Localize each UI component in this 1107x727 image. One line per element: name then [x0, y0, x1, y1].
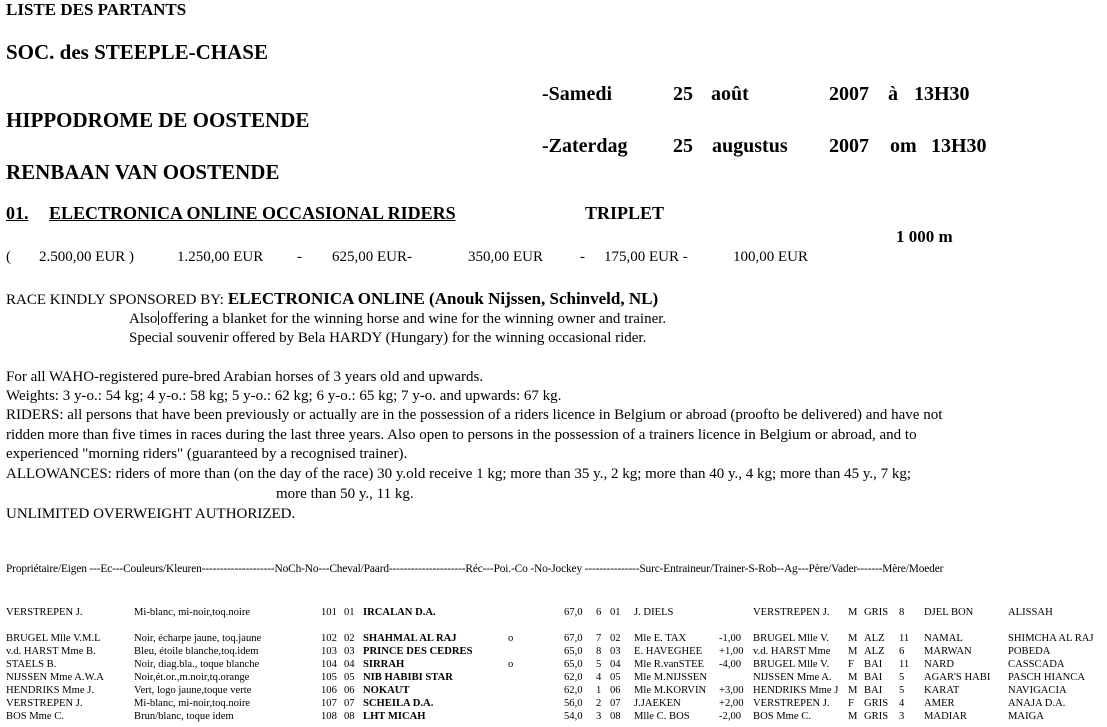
row-horse: IRCALAN D.A.	[363, 607, 436, 618]
row-co: 7	[596, 633, 602, 644]
date-fr-year: 2007	[829, 83, 869, 105]
row-age: 4	[899, 698, 905, 709]
table-row	[0, 606, 1107, 619]
condition-line: Weights: 3 y-o.: 54 kg; 4 y-o.: 58 kg; 5 y-o.: 62 kg; 6 y-o.: 65 kg; 7 y-o. and upwards: 67 kg.	[6, 388, 562, 404]
condition-line: ALLOWANCES: riders of more than (on the day of the race) 30 y.old receive 1 kg; more than 35 y., 2 kg; more than 40 y., 4 kg; more than 45 y., 7 kg;	[6, 466, 912, 482]
row-noch: 103	[321, 646, 337, 657]
row-coat: BAI	[864, 659, 883, 670]
row-co: 3	[596, 711, 602, 722]
row-co: 8	[596, 646, 602, 657]
row-dam: ALISSAH	[1008, 607, 1053, 618]
row-age: 6	[899, 646, 905, 657]
row-sex: F	[848, 698, 854, 709]
row-horse: SHAHMAL AL RAJ	[363, 633, 457, 644]
row-sex: M	[848, 633, 858, 644]
date-nl-year: 2007	[829, 135, 869, 157]
row-jockey: Mle R.vanSTEE	[634, 659, 705, 670]
row-coat: GRIS	[864, 698, 889, 709]
row-noch: 104	[321, 659, 337, 670]
sponsor-offer-line	[129, 311, 666, 328]
row-owner: BRUGEL Mlle V.M.L	[6, 633, 101, 644]
row-colours: Vert, logo jaune,toque verte	[134, 685, 252, 696]
prize-fifth: 175,00 EUR -	[604, 249, 688, 265]
date-fr-num: 25	[673, 83, 693, 105]
condition-line: ridden more than five times in races during the last three years. Also open to persons in the possession of a trainers licence in Belgium or abroad, and to	[6, 427, 917, 443]
row-sire: AGAR'S HABI	[924, 672, 991, 683]
row-weight: 67,0	[564, 607, 583, 618]
sponsor-name: ELECTRONICA ONLINE (Anouk Nijssen, Schinveld, NL)	[227, 289, 659, 308]
date-fr-month: août	[711, 83, 749, 105]
row-surcharge: -2,00	[719, 711, 742, 722]
row-horse: NOKAUT	[363, 685, 410, 696]
row-colours: Mi-blanc, mi-noir,toq.noire	[134, 698, 251, 709]
row-jockey-no: 07	[610, 698, 621, 709]
row-co: 2	[596, 698, 602, 709]
row-sire: MADIAR	[924, 711, 967, 722]
row-sex: M	[848, 672, 858, 683]
row-age: 3	[899, 711, 905, 722]
race-distance: 1 000 m	[896, 227, 953, 246]
society-name: SOC. des STEEPLE-CHASE	[6, 40, 268, 64]
date-nl-num: 25	[673, 135, 693, 157]
date-nl-month: augustus	[712, 135, 788, 157]
row-no: 08	[344, 711, 355, 722]
row-jockey-no: 04	[610, 659, 621, 670]
row-owner: VERSTREPEN J.	[6, 698, 83, 709]
row-horse: LHT MICAH	[363, 711, 426, 722]
row-noch: 102	[321, 633, 337, 644]
prize-open-paren: (	[6, 249, 11, 265]
hippodrome-fr: HIPPODROME DE OOSTENDE	[6, 108, 310, 132]
table-row	[0, 710, 1107, 723]
condition-line: UNLIMITED OVERWEIGHT AUTHORIZED.	[6, 506, 296, 522]
row-sex: F	[848, 659, 854, 670]
row-trainer: v.d. HARST Mme	[753, 646, 831, 657]
row-jockey: Mlle C. BOS	[634, 711, 690, 722]
row-age: 8	[899, 607, 905, 618]
row-sire: MARWAN	[924, 646, 972, 657]
row-jockey: J.JAEKEN	[634, 698, 681, 709]
row-owner: STAELS B.	[6, 659, 57, 670]
row-horse: NIB HABIBI STAR	[363, 672, 453, 683]
row-trainer: BRUGEL Mlle V.	[753, 633, 830, 644]
row-colours: Bleu, étoile blanche,toq.idem	[134, 646, 259, 657]
sponsor-prefix: RACE KINDLY SPONSORED BY:	[6, 292, 224, 308]
date-fr-day: -Samedi	[542, 83, 612, 105]
row-weight: 56,0	[564, 698, 583, 709]
row-coat: GRIS	[864, 607, 889, 618]
row-rec: o	[508, 633, 514, 644]
row-weight: 62,0	[564, 685, 583, 696]
table-row	[0, 684, 1107, 697]
hippodrome-nl: RENBAAN VAN OOSTENDE	[6, 160, 280, 184]
row-age: 11	[899, 633, 910, 644]
row-weight: 67,0	[564, 633, 583, 644]
row-dam: NAVIGACIA	[1008, 685, 1067, 696]
row-age: 5	[899, 672, 905, 683]
row-colours: Noir, écharpe jaune, toq.jaune	[134, 633, 262, 644]
row-trainer: HENDRIKS Mme J	[753, 685, 839, 696]
row-co: 1	[596, 685, 602, 696]
row-surcharge: -4,00	[719, 659, 742, 670]
row-dam: CASSCADA	[1008, 659, 1065, 670]
row-colours: Noir, diag.bla., toque blanche	[134, 659, 260, 670]
table-row	[0, 697, 1107, 710]
prize-fourth: 350,00 EUR	[468, 249, 543, 265]
prize-dash: -	[297, 249, 302, 265]
row-horse: SIRRAH	[363, 659, 405, 670]
row-colours: Noir,ét.or.,m.noir,tq.orange	[134, 672, 250, 683]
row-weight: 54,0	[564, 711, 583, 722]
prize-third: 625,00 EUR-	[332, 249, 412, 265]
row-surcharge: +2,00	[719, 698, 744, 709]
row-jockey-no: 02	[610, 633, 621, 644]
row-age: 5	[899, 685, 905, 696]
row-owner: VERSTREPEN J.	[6, 607, 83, 618]
row-noch: 107	[321, 698, 337, 709]
row-horse: PRINCE DES CEDRES	[363, 646, 473, 657]
prize-dash: -	[580, 249, 585, 265]
row-no: 07	[344, 698, 355, 709]
date-fr-time: 13H30	[914, 83, 970, 105]
date-nl-time: 13H30	[931, 135, 987, 157]
row-coat: ALZ	[864, 646, 885, 657]
row-jockey-no: 08	[610, 711, 621, 722]
row-sire: DJEL BON	[924, 607, 974, 618]
row-surcharge: +3,00	[719, 685, 744, 696]
row-horse: SCHEILA D.A.	[363, 698, 434, 709]
row-jockey-no: 06	[610, 685, 621, 696]
table-row	[0, 645, 1107, 658]
row-owner: NIJSSEN Mme A.W.A	[6, 672, 104, 683]
table-row	[0, 632, 1107, 645]
row-weight: 65,0	[564, 646, 583, 657]
row-owner: HENDRIKS Mme J.	[6, 685, 94, 696]
row-dam: ANAJA D.A.	[1008, 698, 1066, 709]
row-jockey: J. DIELS	[634, 607, 674, 618]
row-weight: 65,0	[564, 659, 583, 670]
prize-second: 1.250,00 EUR	[177, 249, 264, 265]
row-coat: BAI	[864, 685, 883, 696]
prize-first: 2.500,00 EUR )	[39, 249, 134, 265]
row-sire: KARAT	[924, 685, 960, 696]
row-jockey-no: 01	[610, 607, 621, 618]
row-rec: o	[508, 659, 514, 670]
list-title: LISTE DES PARTANTS	[6, 0, 187, 19]
bet-type: TRIPLET	[585, 203, 665, 223]
row-noch: 106	[321, 685, 337, 696]
row-no: 03	[344, 646, 355, 657]
row-jockey-no: 05	[610, 672, 621, 683]
row-owner: v.d. HARST Mme B.	[6, 646, 96, 657]
row-jockey: Mle E. TAX	[634, 633, 687, 644]
race-number: 01.	[6, 203, 29, 223]
row-trainer: NIJSSEN Mme A.	[753, 672, 832, 683]
row-no: 02	[344, 633, 355, 644]
row-owner: BOS Mme C.	[6, 711, 64, 722]
row-jockey: Mle M.KORVIN	[634, 685, 707, 696]
row-sire: AMER	[924, 698, 955, 709]
row-dam: MAIGA	[1008, 711, 1044, 722]
table-header: Propriétaire/Eigen ---Ec---Couleurs/Kleuren--------------------NoCh-No---Cheval/Paard---------------------Réc---Poi.-Co -No-Jockey ---------------Surc-Entraineur/Trainer-S-Rob--Ag---Père/Vader-------Mère/Moeder	[6, 563, 944, 575]
row-jockey: E. HAVEGHEE	[634, 646, 703, 657]
row-no: 06	[344, 685, 355, 696]
row-coat: BAI	[864, 672, 883, 683]
row-noch: 105	[321, 672, 337, 683]
sponsor-line	[6, 289, 658, 309]
row-co: 6	[596, 607, 602, 618]
row-trainer: BRUGEL Mlle V.	[753, 659, 830, 670]
row-sire: NAMAL	[924, 633, 963, 644]
row-no: 05	[344, 672, 355, 683]
row-sire: NARD	[924, 659, 955, 670]
row-coat: GRIS	[864, 711, 889, 722]
row-surcharge: -1,00	[719, 633, 742, 644]
row-jockey-no: 03	[610, 646, 621, 657]
row-weight: 62,0	[564, 672, 583, 683]
row-surcharge: +1,00	[719, 646, 744, 657]
row-no: 04	[344, 659, 355, 670]
row-colours: Mi-blanc, mi-noir,toq.noire	[134, 607, 251, 618]
row-co: 5	[596, 659, 602, 670]
row-sex: M	[848, 685, 858, 696]
condition-line: experienced "morning riders" (guaranteed by a recognised trainer).	[6, 446, 408, 462]
row-dam: SHIMCHA AL RAJ	[1008, 633, 1094, 644]
condition-line: more than 50 y., 11 kg.	[276, 486, 414, 502]
row-sex: M	[848, 646, 858, 657]
date-fr-at: à	[888, 83, 898, 105]
race-name: ELECTRONICA ONLINE OCCASIONAL RIDERS	[49, 203, 456, 223]
condition-line: For all WAHO-registered pure-bred Arabian horses of 3 years old and upwards.	[6, 369, 484, 385]
row-trainer: VERSTREPEN J.	[753, 698, 830, 709]
row-trainer: BOS Mme C.	[753, 711, 811, 722]
row-no: 01	[344, 607, 355, 618]
prize-sixth: 100,00 EUR	[733, 249, 808, 265]
row-jockey: Mle M.NIJSSEN	[634, 672, 707, 683]
row-co: 4	[596, 672, 602, 683]
date-nl-at: om	[890, 135, 917, 157]
row-sex: M	[848, 607, 858, 618]
row-trainer: VERSTREPEN J.	[753, 607, 830, 618]
sponsor-souvenir-line: Special souvenir offered by Bela HARDY (Hungary) for the winning occasional rider.	[129, 330, 647, 346]
row-age: 11	[899, 659, 910, 670]
sponsor-offer-a: Also	[129, 311, 158, 327]
row-noch: 108	[321, 711, 337, 722]
condition-line: RIDERS: all persons that have been previously or actually are in the possession of a riders licence in Belgium or abroad (proofto be delivered) and have not	[6, 407, 943, 423]
table-row	[0, 658, 1107, 671]
date-nl-day: -Zaterdag	[542, 135, 628, 157]
row-coat: ALZ	[864, 633, 885, 644]
sponsor-offer-b: offering a blanket for the winning horse and wine for the winning owner and trainer.	[160, 311, 667, 327]
table-row	[0, 671, 1107, 684]
row-dam: POBEDA	[1008, 646, 1051, 657]
row-sex: M	[848, 711, 858, 722]
row-colours: Brun/blanc, toque idem	[134, 711, 234, 722]
row-dam: PASCH HIANCA	[1008, 672, 1086, 683]
row-noch: 101	[321, 607, 337, 618]
